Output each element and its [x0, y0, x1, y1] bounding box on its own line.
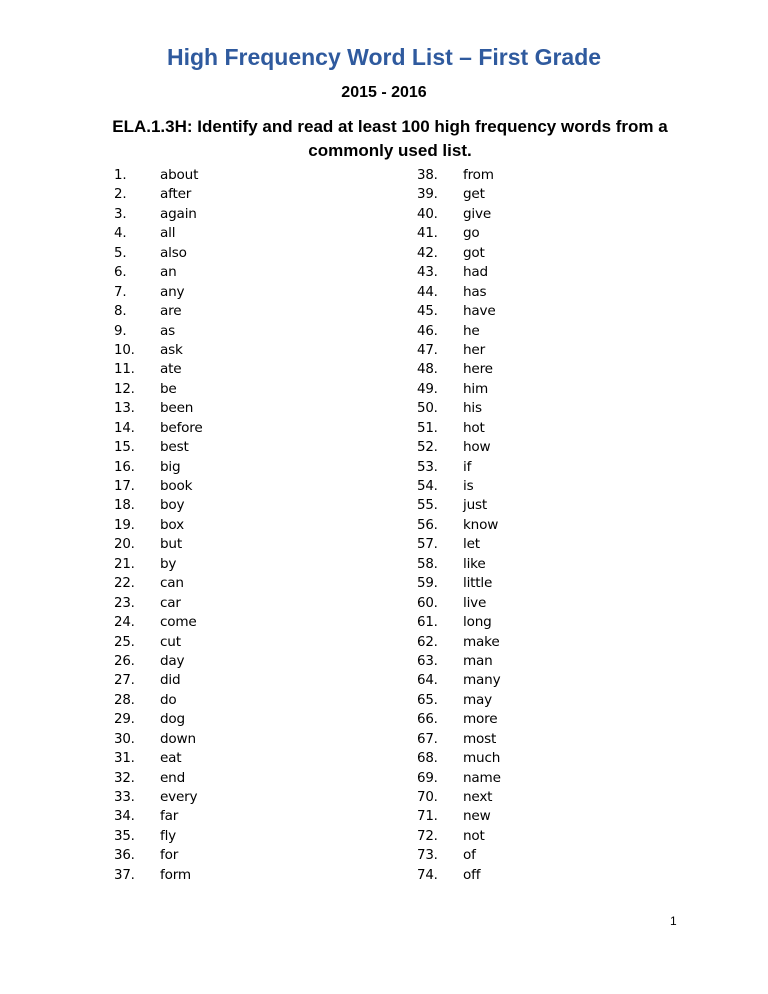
item-number: 60.	[417, 595, 438, 611]
item-word: about	[160, 167, 199, 183]
school-year: 2015 - 2016	[341, 84, 427, 101]
list-item	[114, 866, 203, 885]
item-word: got	[463, 244, 485, 261]
list-item	[417, 769, 501, 788]
list-item	[114, 458, 203, 477]
item-word: far	[160, 808, 179, 825]
list-item	[114, 360, 203, 379]
item-number: 14.	[114, 420, 135, 436]
item-word: day	[160, 652, 185, 669]
list-item	[417, 438, 501, 457]
item-number: 16.	[114, 459, 135, 475]
item-word: down	[160, 730, 196, 747]
item-word: for	[160, 847, 179, 864]
item-number: 27.	[114, 673, 135, 689]
list-item	[114, 749, 203, 768]
item-word: get	[463, 186, 485, 203]
list-item	[114, 574, 203, 593]
item-word: how	[463, 439, 491, 456]
item-number: 13.	[114, 401, 135, 417]
item-number: 5.	[114, 245, 127, 261]
item-number: 9.	[114, 323, 127, 339]
item-number: 39.	[417, 187, 438, 203]
item-number: 21.	[114, 556, 135, 572]
item-word: his	[463, 400, 482, 417]
item-number: 47.	[417, 342, 438, 358]
item-number: 49.	[417, 381, 438, 397]
list-item	[417, 594, 501, 613]
item-word: long	[463, 614, 492, 631]
list-item	[114, 671, 203, 690]
item-number: 33.	[114, 790, 135, 805]
item-word: every	[160, 789, 198, 805]
word-list-left-column	[114, 166, 203, 885]
item-number: 2.	[114, 187, 127, 203]
list-item	[114, 846, 203, 865]
item-word: just	[463, 497, 488, 514]
item-word: man	[463, 652, 493, 669]
list-item	[417, 166, 501, 185]
item-number: 28.	[114, 692, 135, 708]
list-item	[417, 807, 501, 826]
item-word: box	[160, 516, 184, 533]
item-number: 56.	[417, 517, 438, 533]
item-word: many	[463, 672, 501, 689]
list-item	[417, 244, 501, 263]
item-number: 62.	[417, 634, 438, 650]
list-item	[114, 244, 203, 263]
list-item	[114, 710, 203, 729]
item-number: 36.	[114, 848, 135, 864]
item-word: big	[160, 458, 181, 475]
item-word: here	[463, 361, 493, 378]
list-item	[114, 691, 203, 710]
list-item	[417, 360, 501, 379]
item-word: much	[463, 750, 501, 767]
list-item	[417, 846, 501, 865]
item-number: 43.	[417, 265, 438, 281]
item-word: know	[463, 516, 499, 533]
item-number: 37.	[114, 867, 135, 883]
item-number: 59.	[417, 576, 438, 592]
list-item	[417, 710, 501, 729]
item-number: 3.	[114, 206, 127, 222]
list-item	[114, 788, 203, 807]
item-number: 22.	[114, 576, 135, 592]
list-item	[417, 671, 501, 690]
item-number: 15.	[114, 440, 135, 456]
list-item	[417, 283, 501, 302]
item-number: 35.	[114, 828, 135, 844]
item-word: if	[463, 458, 472, 475]
item-number: 68.	[417, 751, 438, 767]
list-item	[114, 496, 203, 515]
item-word: had	[463, 264, 488, 281]
list-item	[114, 419, 203, 438]
item-number: 41.	[417, 226, 438, 242]
item-word: form	[160, 866, 191, 883]
list-item	[114, 341, 203, 360]
item-word: did	[160, 672, 181, 689]
standard-text: ELA.1.3H: Identify and read at least 100 high frequency words from a commonly used list.	[112, 117, 668, 160]
list-item	[417, 302, 501, 321]
list-item	[417, 263, 501, 282]
item-word: as	[160, 322, 176, 339]
list-item	[114, 633, 203, 652]
item-number: 74.	[417, 867, 438, 883]
list-item	[417, 691, 501, 710]
item-word: been	[160, 400, 194, 417]
list-item	[417, 574, 501, 593]
item-number: 73.	[417, 848, 438, 864]
list-item	[114, 205, 203, 224]
item-number: 32.	[114, 770, 135, 786]
item-word: all	[160, 225, 176, 242]
list-item	[114, 322, 203, 341]
item-number: 8.	[114, 304, 127, 320]
item-number: 24.	[114, 615, 135, 631]
list-item	[417, 224, 501, 243]
item-word: her	[463, 341, 485, 358]
item-number: 6.	[114, 265, 127, 281]
item-word: he	[463, 322, 480, 339]
list-item	[417, 477, 501, 496]
item-word: may	[463, 691, 493, 708]
list-item	[417, 322, 501, 341]
item-word: an	[160, 264, 177, 281]
item-word: live	[463, 594, 487, 611]
list-item	[417, 185, 501, 204]
list-item	[417, 458, 501, 477]
item-number: 18.	[114, 498, 135, 514]
list-item	[417, 516, 501, 535]
list-item	[114, 555, 203, 574]
list-item	[114, 166, 203, 185]
list-item	[114, 185, 203, 204]
item-word: by	[160, 555, 177, 572]
item-word: give	[463, 205, 492, 222]
list-item	[114, 613, 203, 632]
item-number: 29.	[114, 712, 135, 728]
list-item	[417, 341, 501, 360]
word-list-right-column	[417, 166, 501, 885]
item-word: him	[463, 380, 489, 397]
list-item	[114, 769, 203, 788]
item-word: end	[160, 769, 186, 786]
item-number: 52.	[417, 440, 438, 456]
item-word: ate	[160, 361, 182, 378]
item-number: 31.	[114, 751, 135, 767]
list-item	[417, 205, 501, 224]
item-word: again	[160, 205, 197, 222]
item-number: 34.	[114, 809, 135, 825]
list-item	[417, 788, 501, 807]
list-item	[417, 419, 501, 438]
list-item	[417, 535, 501, 554]
item-word: little	[463, 575, 493, 592]
item-word: come	[160, 614, 197, 631]
item-number: 64.	[417, 673, 438, 689]
item-word: dog	[160, 711, 185, 728]
list-item	[417, 866, 501, 885]
list-item	[417, 555, 501, 574]
item-number: 42.	[417, 245, 438, 261]
item-number: 10.	[114, 342, 135, 358]
list-item	[114, 516, 203, 535]
list-item	[417, 730, 501, 749]
item-word: hot	[463, 419, 485, 436]
item-word: after	[160, 186, 192, 203]
list-item	[417, 827, 501, 846]
item-number: 66.	[417, 712, 438, 728]
list-item	[114, 477, 203, 496]
list-item	[114, 730, 203, 749]
item-number: 69.	[417, 770, 438, 786]
list-item	[114, 283, 203, 302]
page-title: High Frequency Word List – First Grade	[166, 44, 602, 70]
item-number: 19.	[114, 517, 135, 533]
item-number: 11.	[114, 362, 135, 378]
item-number: 12.	[114, 381, 135, 397]
item-number: 25.	[114, 634, 135, 650]
item-word: of	[463, 847, 476, 864]
item-word: also	[160, 244, 187, 261]
item-word: eat	[160, 750, 182, 767]
list-item	[114, 827, 203, 846]
item-word: can	[160, 575, 184, 592]
list-item	[417, 496, 501, 515]
item-word: like	[463, 555, 486, 572]
list-item	[114, 380, 203, 399]
item-word: is	[463, 478, 474, 494]
item-word: car	[160, 594, 181, 611]
item-number: 72.	[417, 828, 438, 844]
item-number: 48.	[417, 362, 438, 378]
item-word: from	[463, 167, 494, 183]
item-number: 30.	[114, 731, 135, 747]
item-word: ask	[160, 341, 183, 358]
item-number: 70.	[417, 790, 438, 805]
item-word: not	[463, 827, 485, 844]
item-word: has	[463, 283, 487, 300]
item-number: 46.	[417, 323, 438, 339]
item-word: off	[463, 866, 481, 883]
item-number: 51.	[417, 420, 438, 436]
item-word: any	[160, 283, 185, 300]
list-item	[114, 807, 203, 826]
list-item	[114, 652, 203, 671]
item-word: cut	[160, 633, 181, 650]
item-word: before	[160, 419, 203, 436]
item-word: let	[463, 536, 480, 553]
page-number: 1	[670, 914, 677, 928]
item-word: be	[160, 380, 177, 397]
item-number: 44.	[417, 284, 438, 300]
item-word: do	[160, 691, 177, 708]
item-word: have	[463, 303, 496, 320]
item-number: 71.	[417, 809, 438, 825]
item-word: fly	[160, 827, 177, 844]
item-word: boy	[160, 497, 185, 514]
list-item	[114, 263, 203, 282]
item-number: 7.	[114, 284, 127, 300]
item-number: 20.	[114, 537, 135, 553]
item-number: 58.	[417, 556, 438, 572]
list-item	[417, 652, 501, 671]
item-word: best	[160, 439, 189, 456]
list-item	[417, 749, 501, 768]
item-word: most	[463, 730, 497, 747]
item-word: name	[463, 769, 501, 786]
item-word: make	[463, 633, 500, 650]
item-number: 23.	[114, 595, 135, 611]
item-number: 17.	[114, 479, 135, 494]
item-word: go	[463, 225, 480, 242]
list-item	[417, 399, 501, 418]
item-word: more	[463, 711, 498, 728]
item-number: 4.	[114, 226, 127, 242]
item-word: but	[160, 536, 182, 553]
item-number: 63.	[417, 653, 438, 669]
list-item	[417, 633, 501, 652]
item-word: new	[463, 808, 491, 825]
item-number: 65.	[417, 692, 438, 708]
item-number: 55.	[417, 498, 438, 514]
list-item	[417, 380, 501, 399]
item-number: 54.	[417, 479, 438, 494]
item-number: 40.	[417, 206, 438, 222]
item-number: 45.	[417, 304, 438, 320]
list-item	[114, 438, 203, 457]
list-item	[114, 224, 203, 243]
item-number: 53.	[417, 459, 438, 475]
list-item	[114, 399, 203, 418]
item-word: next	[463, 789, 493, 805]
list-item	[417, 613, 501, 632]
item-word: are	[160, 303, 182, 320]
list-item	[114, 594, 203, 613]
item-number: 61.	[417, 615, 438, 631]
item-number: 1.	[114, 168, 127, 183]
item-word: book	[160, 478, 193, 494]
item-number: 67.	[417, 731, 438, 747]
item-number: 50.	[417, 401, 438, 417]
item-number: 26.	[114, 653, 135, 669]
list-item	[114, 302, 203, 321]
item-number: 38.	[417, 168, 438, 183]
item-number: 57.	[417, 537, 438, 553]
list-item	[114, 535, 203, 554]
